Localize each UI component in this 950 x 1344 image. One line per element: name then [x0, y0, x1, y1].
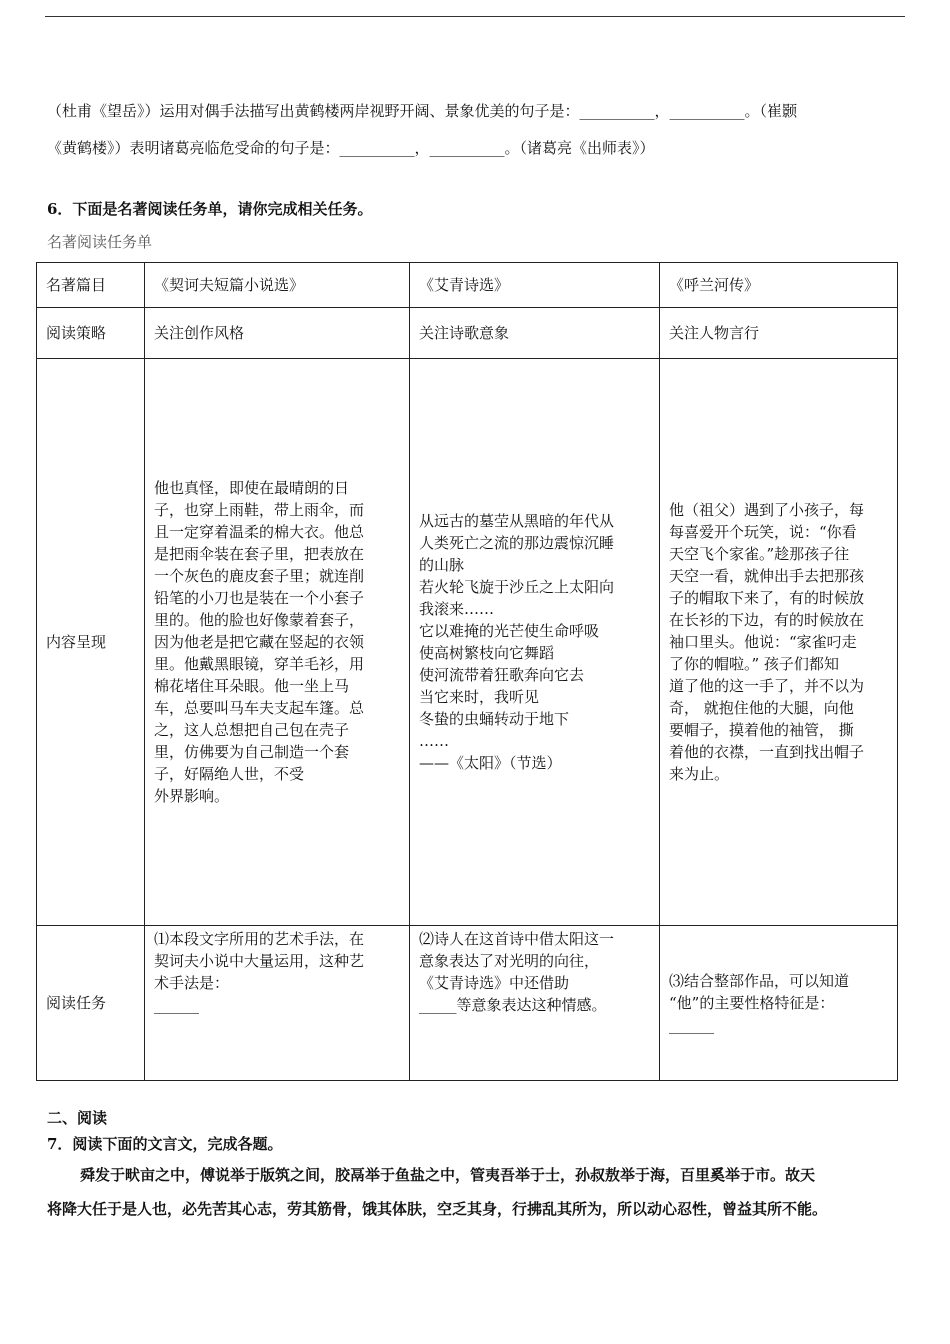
answer-blank[interactable]: ______	[154, 996, 199, 1014]
intro-line-1: （杜甫《望岳》）运用对偶手法描写出黄鹤楼两岸视野开阔、景象优美的句子是：__________，__________。（崔颢	[47, 102, 798, 120]
poem-line: 人类死亡之流的那边震惊沉睡	[419, 534, 615, 552]
content-line: 他（祖父）遇到了小孩子，每	[669, 501, 865, 519]
content-line: 棉花堵住耳朵眼。他一坐上马	[154, 677, 350, 695]
content-cell-chekhov	[145, 359, 410, 926]
section-heading: 二、阅读	[47, 1109, 108, 1127]
task-line: “他”的主要性格特征是：	[669, 994, 835, 1012]
content-cell-label: 内容呈现	[37, 359, 145, 926]
strategy-cell-chekhov: 关注创作风格	[145, 308, 410, 359]
task-line: 契诃夫小说中大量运用，这种艺	[154, 952, 365, 970]
answer-blank[interactable]: ______	[669, 1016, 714, 1034]
content-line: 之，这人总想把自己包在壳子	[154, 721, 350, 739]
task-cell-chekhov	[145, 926, 410, 1081]
content-line: 了你的帽啦。” 孩子们都知	[669, 655, 839, 673]
content-line: 袖口里头。他说：“家雀叼走	[669, 633, 857, 651]
task-row	[37, 926, 898, 1081]
poem-line: 从远古的墓茔从黑暗的年代从	[419, 512, 615, 530]
content-line: 车，总要叫马车夫支起车篷。总	[154, 699, 365, 717]
content-line: 里的。他的脸也好像蒙着套子，	[154, 611, 365, 629]
content-line: 里。他戴黑眼镜，穿羊毛衫，用	[154, 655, 365, 673]
header-cell-aiqing: 《艾青诗选》	[410, 263, 660, 308]
classical-passage	[47, 1158, 917, 1226]
content-line: 一个灰色的鹿皮套子里；就连削	[154, 567, 365, 585]
content-line: 着他的衣襟，一直到找出帽子	[669, 743, 865, 761]
task-line-with-blank[interactable]: _____等意象表达这种情感。	[419, 996, 607, 1014]
task-line: ⑵诗人在这首诗中借太阳这一	[419, 930, 615, 948]
poem-line: ……	[419, 732, 449, 750]
content-line: 子，好隔绝人世，不受	[154, 765, 305, 783]
content-line: 因为他老是把它藏在竖起的衣领	[154, 633, 365, 651]
intro-line-2: 《黄鹤楼》）表明诸葛亮临危受命的句子是：__________，__________。（诸葛亮《出师表》）	[47, 139, 655, 157]
content-line: 在长衫的下边，有的时候放在	[669, 611, 865, 629]
strategy-row	[37, 308, 898, 359]
content-line: 道了他的这一手了，并不以为	[669, 677, 865, 695]
poem-line: 使高树繁枝向它舞蹈	[419, 644, 555, 662]
content-line: 来为止。	[669, 765, 730, 783]
header-cell-chekhov: 《契诃夫短篇小说选》	[145, 263, 410, 308]
header-row	[37, 263, 898, 308]
passage-line: 舜发于畎亩之中，傅说举于版筑之间，胶鬲举于鱼盐之中，管夷吾举于士，孙叔敖举于海，百里奚举于市。故天	[80, 1166, 816, 1184]
content-line: 里，仿佛要为自己制造一个套	[154, 743, 350, 761]
content-line: 每喜爱开个玩笑，说：“你看	[669, 523, 857, 541]
content-line: 是把雨伞装在套子里，把表放在	[154, 545, 365, 563]
question-7-title: 7．阅读下面的文言文，完成各题。	[47, 1135, 283, 1153]
table-caption: 名著阅读任务单	[47, 233, 153, 251]
task-cell-hulan	[660, 926, 898, 1081]
passage-line: 将降大任于是人也，必先苦其心志，劳其筋骨，饿其体肤，空乏其身，行拂乱其所为，所以动心忍性，曾益其所不能。	[47, 1200, 828, 1218]
poem-line: 它以难掩的光芒使生命呼吸	[419, 622, 600, 640]
reading-task-table	[36, 262, 898, 1081]
strategy-cell-aiqing: 关注诗歌意象	[410, 308, 660, 359]
content-row	[37, 359, 898, 926]
top-rule	[45, 16, 905, 17]
content-line: 且一定穿着温柔的棉大衣。他总	[154, 523, 365, 541]
content-line: 子，也穿上雨鞋，带上雨伞，而	[154, 501, 365, 519]
header-cell-hulan: 《呼兰河传》	[660, 263, 898, 308]
strategy-cell-label: 阅读策略	[37, 308, 145, 359]
content-line: 子的帽取下来了，有的时候放	[669, 589, 865, 607]
poem-line: 若火轮飞旋于沙丘之上太阳向	[419, 578, 615, 596]
task-line: 意象表达了对光明的向往，	[419, 952, 600, 970]
content-cell-aiqing	[410, 359, 660, 926]
content-line: 外界影响。	[154, 787, 230, 805]
poem-line: 使河流带着狂歌奔向它去	[419, 666, 585, 684]
task-cell-label: 阅读任务	[37, 926, 145, 1081]
content-line: 铅笔的小刀也是装在一个小套子	[154, 589, 365, 607]
task-line: 《艾青诗选》中还借助	[419, 974, 570, 992]
poem-line: 当它来时，我听见	[419, 688, 540, 706]
poem-line: 的山脉	[419, 556, 465, 574]
content-line: 天空飞个家雀。”趁那孩子往	[669, 545, 850, 563]
content-line: 天空一看，就伸出手去把那孩	[669, 567, 865, 585]
strategy-cell-hulan: 关注人物言行	[660, 308, 898, 359]
header-cell-label: 名著篇目	[37, 263, 145, 308]
task-line: 术手法是：	[154, 974, 230, 992]
content-line: 奇， 就抱住他的大腿，向他	[669, 699, 854, 717]
poem-line: 我滚来……	[419, 600, 495, 618]
question-6-title: 6．下面是名著阅读任务单，请你完成相关任务。	[47, 200, 373, 218]
task-line: ⑴本段文字所用的艺术手法，在	[154, 930, 365, 948]
poem-source: ——《太阳》（节选）	[419, 754, 562, 772]
content-line: 要帽子，摸着他的袖管， 撕	[669, 721, 854, 739]
content-cell-hulan	[660, 359, 898, 926]
poem-line: 冬蛰的虫蛹转动于地下	[419, 710, 570, 728]
task-cell-aiqing	[410, 926, 660, 1081]
task-line: ⑶结合整部作品，可以知道	[669, 972, 850, 990]
content-line: 他也真怪，即使在最晴朗的日	[154, 479, 350, 497]
